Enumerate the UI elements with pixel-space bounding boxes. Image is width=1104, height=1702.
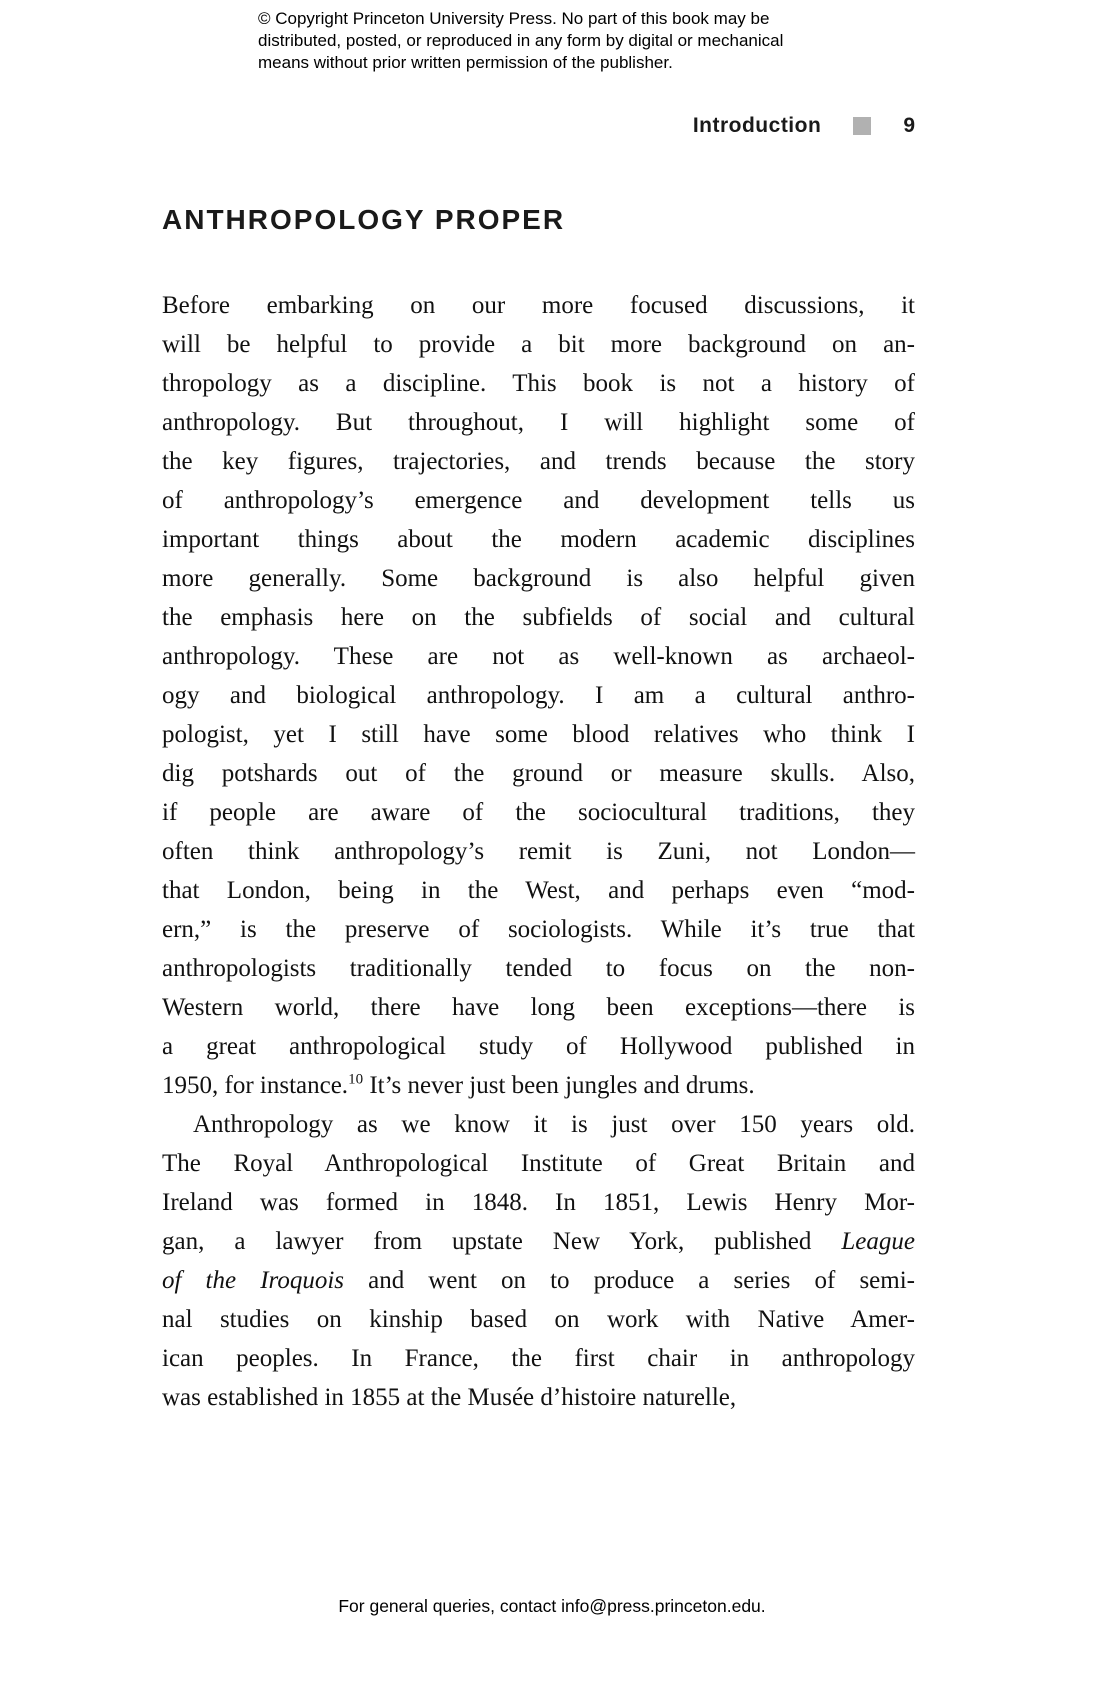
text-line: 1950, for instance.$^{10}$ It’s never just been jungles and drums. bbox=[162, 1071, 755, 1099]
text-line: more generally. Some background is also helpful given bbox=[162, 565, 915, 592]
text-line: nal studies on kinship based on work with Native Amer- bbox=[162, 1306, 915, 1333]
text-line: will be helpful to provide a bit more background on an- bbox=[162, 331, 915, 358]
text-line: thropology as a discipline. This book is not a history of bbox=[162, 370, 915, 397]
running-head bbox=[162, 114, 915, 138]
section-marker-square-icon bbox=[853, 117, 871, 135]
text-line: of the Iroquois and went on to produce a series of semi- bbox=[162, 1267, 915, 1294]
text-line: anthropology. These are not as well-known as archaeol- bbox=[162, 643, 915, 670]
copyright-line: © Copyright Princeton University Press. No part of this book may be bbox=[258, 9, 770, 28]
chapter-title: Introduction bbox=[692, 114, 822, 137]
text-line: pologist, yet I still have some blood relatives who think I bbox=[162, 721, 915, 748]
text-line: anthropologists traditionally tended to focus on the non- bbox=[162, 955, 915, 982]
text-line: that London, being in the West, and perhaps even “mod- bbox=[162, 877, 915, 904]
text-line: important things about the modern academic disciplines bbox=[162, 526, 915, 553]
text-line: of anthropology’s emergence and development tells us bbox=[162, 487, 915, 514]
copyright-line: distributed, posted, or reproduced in any form by digital or mechanical bbox=[258, 31, 784, 50]
paragraph-2 bbox=[162, 1105, 915, 1417]
page-number: 9 bbox=[903, 114, 915, 137]
text-line: dig potshards out of the ground or measure skulls. Also, bbox=[162, 760, 915, 787]
text-line: ern,” is the preserve of sociologists. While it’s true that bbox=[162, 916, 915, 943]
text-line: The Royal Anthropological Institute of Great Britain and bbox=[162, 1150, 915, 1177]
text-line: Anthropology as we know it is just over 150 years old. bbox=[193, 1111, 915, 1138]
text-line: the emphasis here on the subfields of social and cultural bbox=[162, 604, 915, 631]
text-line: often think anthropology’s remit is Zuni, not London— bbox=[162, 838, 915, 865]
text-line: a great anthropological study of Hollywood published in bbox=[162, 1033, 915, 1060]
text-line: Before embarking on our more focused discussions, it bbox=[162, 292, 915, 319]
paragraph-1 bbox=[162, 286, 915, 1105]
text-line: ogy and biological anthropology. I am a cultural anthro- bbox=[162, 682, 915, 709]
text-line: the key figures, trajectories, and trends because the story bbox=[162, 448, 915, 475]
section-heading: ANTHROPOLOGY PROPER bbox=[162, 204, 566, 235]
text-line: Western world, there have long been exceptions—there is bbox=[162, 994, 915, 1021]
copyright-notice bbox=[258, 8, 783, 74]
text-line: was established in 1855 at the Musée d’histoire naturelle, bbox=[162, 1384, 737, 1411]
text-line: if people are aware of the sociocultural traditions, they bbox=[162, 799, 915, 826]
text-line: Ireland was formed in 1848. In 1851, Lewis Henry Mor- bbox=[162, 1189, 915, 1216]
copyright-line: means without prior written permission of the publisher. bbox=[258, 53, 673, 72]
text-line: anthropology. But throughout, I will highlight some of bbox=[162, 409, 915, 436]
body-text bbox=[162, 286, 915, 1417]
footer-contact-note: For general queries, contact info@press.princeton.edu. bbox=[338, 1596, 766, 1616]
text-line: gan, a lawyer from upstate New York, published League bbox=[162, 1228, 915, 1255]
text-line: ican peoples. In France, the first chair in anthropology bbox=[162, 1345, 915, 1372]
